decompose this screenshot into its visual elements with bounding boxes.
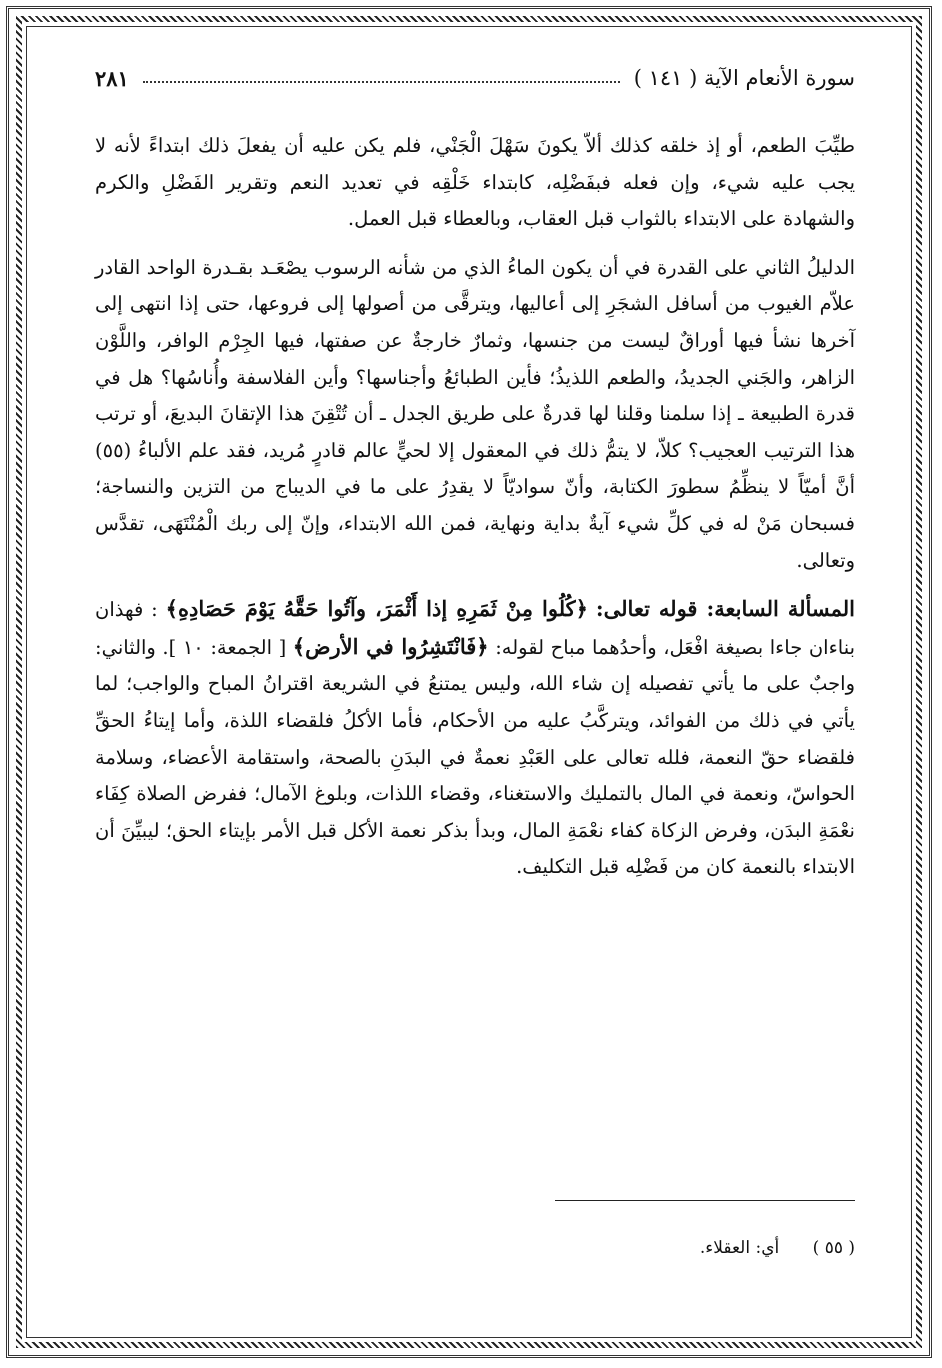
header-leader-dots <box>143 81 620 83</box>
section-heading: المسألة السابعة: قوله تعالى: <box>595 596 855 622</box>
paragraph-1: طيِّبَ الطعم، أو إذ خلقه كذلك ألاّ يكونَ سَهْلَ الْجَنْي، فلم يكن عليه أن يفعلَ ذلك ابتداءً لأنه لا يجب عليه شيء، وإن فعله فبفَضْلِه، كابتداء خَلْقِه في تعديد النعم وتقرير الفَضْلِ والكرم والشهادة على الابتداء بالثواب قبل العقاب، وبالعطاء قبل العمل. <box>95 134 855 231</box>
quran-verse-2: ﴿فَانْتَشِرُوا في الأرض﴾ <box>292 633 489 659</box>
main-text <box>95 128 855 886</box>
running-header <box>95 60 855 96</box>
footnote-text: أي: العقلاء. <box>699 1238 780 1258</box>
header-title: سورة الأنعام الآية ( ١٤١ ) <box>633 66 855 90</box>
paragraph-3 <box>95 591 855 886</box>
paragraph-3-text-2: [ الجمعة: ١٠ ]. والثاني: واجبٌ على ما يأتي تفصيله إن شاء الله، وليس يمتنعُ في الشريعة اقترانُ المباح والواجب؛ لما يأتي في ذلك من الفوائد، ويتركَّبُ عليه من الأحكام، فأما الأكلُ فلقضاء اللذة، وأما إيتاءُ الحقِّ فلقضاء حقّ النعمة، فلله تعالى على العَبْدِ نعمةٌ في البدَنِ بالصحة، واستقامة الأعضاء، وسلامة الحواسّ، ونعمة في المال بالتمليك والاستغناء، وقضاء اللذات، وبلوغ الآمال؛ ففرض الصلاة كِفَاء نعْمَةِ البدَن، وفرض الزكاة كفاء نعْمَةِ المال، وبدأ بذكر نعمة الأكل قبل الأمر بإيتاء الحق؛ ليبيِّنَ أن الابتداء بالنعمة كان من فَضْلِه قبل التكليف. <box>95 635 855 879</box>
quran-verse-1: ﴿كُلُوا مِنْ ثَمَرِهِ إذا أَثْمَرَ، وآتُوا حَقَّهُ يَوْمَ حَصَادِهِ﴾ <box>165 596 588 622</box>
footnote-separator <box>555 1200 855 1201</box>
paragraph-2: الدليلُ الثاني على القدرة في أن يكون الماءُ الذي من شأنه الرسوب يصْعَـد بقـدرة الواحد القادر علاّم الغيوب من أسافل الشجَرِ إلى أعاليها، ويترقَّى من أصولها إلى فروعها، حتى إذا انتهى إلى آخرها نشأ فيها أوراقٌ ليست من جنسها، وثمارٌ خارجةٌ عن صفتها، فيها الجِرْم الوافر، واللَّوْن الزاهر، والجَني الجديدُ، والطعم اللذيذُ؛ فأين الطبائعُ وأجناسها؟ وأين الفلاسفة وأُناسُها؟ هل في قدرة الطبيعة ـ إذا سلمنا وقلنا لها قدرةٌ على طريق الجدل ـ أن تُتْقِنَ هذا الإتقانَ البديعَ، أو ترتب هذا الترتيب العجيب؟ كلاّ، لا يتمُّ ذلك في المعقول إلا لحيٍّ عالم قادرٍ مُريد، فقد علم الألباءُ (٥٥) أنَّ أميّاً لا ينظِّمُ سطورَ الكتابة، وأنّ سواديّاً لا يقدِرُ على ما في الديباج من التزين والنساجة؛ فسبحان مَنْ له في كلِّ شيء آيةٌ بداية ونهاية، فمن الله الابتداء، وإنّ إلى ربك الْمُنْتَهَى، تقدَّس وتعالى. <box>95 255 855 572</box>
paragraph-3-text-1: : فهذان بناءان جاءا بصيغة افْعَل، وأحدُهما مباح لقوله: <box>95 598 856 659</box>
page-number: ٢٨١ <box>95 65 129 91</box>
footnote <box>700 1238 855 1258</box>
footnote-number: ( ٥٥ ) <box>812 1238 855 1258</box>
page-content <box>95 60 855 1330</box>
